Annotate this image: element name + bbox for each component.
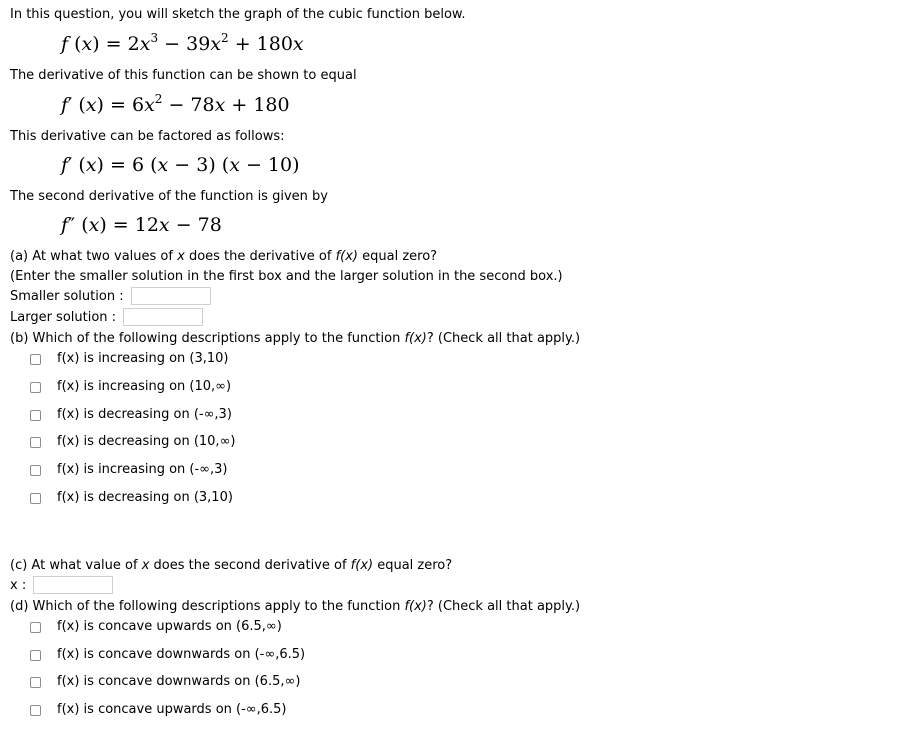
function-equation: f $(x) = 2x^3 - 39x^2 + 180x$ (61, 31, 304, 55)
part-b-option[interactable] (30, 490, 233, 506)
part-b-option[interactable] (30, 407, 232, 423)
option-label[interactable]: f(x) is increasing on (3,10) (57, 351, 229, 366)
smaller-solution-label: Smaller solution : (10, 289, 124, 304)
part-b-question: (b) Which of the following descriptions apply to the function f(x)? (Check all that apply.) (10, 331, 581, 346)
checkbox[interactable] (30, 410, 41, 421)
part-c-question: (c) At what value of x does the second derivative of f(x) equal zero? (10, 558, 453, 573)
part-d-option[interactable] (30, 647, 305, 663)
derivative-label: The derivative of this function can be shown to equal (10, 68, 357, 83)
part-b-option[interactable] (30, 351, 229, 367)
derivative-equation: f′ $(x) = 6x^2 - 78x + 180$ (61, 92, 290, 116)
option-label[interactable]: f(x) is decreasing on (-∞,3) (57, 407, 232, 422)
option-label[interactable]: f(x) is decreasing on (3,10) (57, 490, 233, 505)
larger-solution-label: Larger solution : (10, 310, 117, 325)
part-d-question: (d) Which of the following descriptions apply to the function f(x)? (Check all that apply.) (10, 599, 581, 614)
checkbox[interactable] (30, 705, 41, 716)
option-label[interactable]: f(x) is increasing on (10,∞) (57, 379, 232, 394)
checkbox[interactable] (30, 650, 41, 661)
factor-label: This derivative can be factored as follows: (10, 129, 285, 144)
factored-equation: f′ (x) = 6 (x − 3) (x − 10) (61, 154, 300, 176)
checkbox[interactable] (30, 354, 41, 365)
part-d-option[interactable] (30, 674, 300, 690)
second-derivative-equation: f″ (x) = 12x − 78 (61, 214, 222, 236)
part-d-option[interactable] (30, 619, 282, 635)
intro-text: In this question, you will sketch the graph of the cubic function below. (10, 7, 466, 22)
x-label: x : (10, 578, 27, 593)
option-label[interactable]: f(x) is decreasing on (10,∞) (57, 434, 236, 449)
part-b-option[interactable] (30, 462, 228, 478)
option-label[interactable]: f(x) is increasing on (-∞,3) (57, 462, 228, 477)
smaller-solution-input[interactable] (131, 287, 211, 305)
x-value-input[interactable] (33, 576, 113, 594)
option-label[interactable]: f(x) is concave upwards on (-∞,6.5) (57, 702, 287, 717)
checkbox[interactable] (30, 493, 41, 504)
checkbox[interactable] (30, 437, 41, 448)
part-b-option[interactable] (30, 379, 231, 395)
part-a-instruction: (Enter the smaller solution in the first box and the larger solution in the second box.) (10, 269, 563, 284)
second-derivative-label: The second derivative of the function is given by (10, 189, 328, 204)
part-b-option[interactable] (30, 434, 235, 450)
larger-solution-input[interactable] (123, 308, 203, 326)
checkbox[interactable] (30, 382, 41, 393)
option-label[interactable]: f(x) is concave upwards on (6.5,∞) (57, 619, 282, 634)
option-label[interactable]: f(x) is concave downwards on (-∞,6.5) (57, 647, 306, 662)
checkbox[interactable] (30, 622, 41, 633)
option-label[interactable]: f(x) is concave downwards on (6.5,∞) (57, 674, 301, 689)
checkbox[interactable] (30, 677, 41, 688)
checkbox[interactable] (30, 465, 41, 476)
part-a-question: (a) At what two values of x does the derivative of f(x) equal zero? (10, 249, 438, 264)
part-d-option[interactable] (30, 702, 287, 718)
